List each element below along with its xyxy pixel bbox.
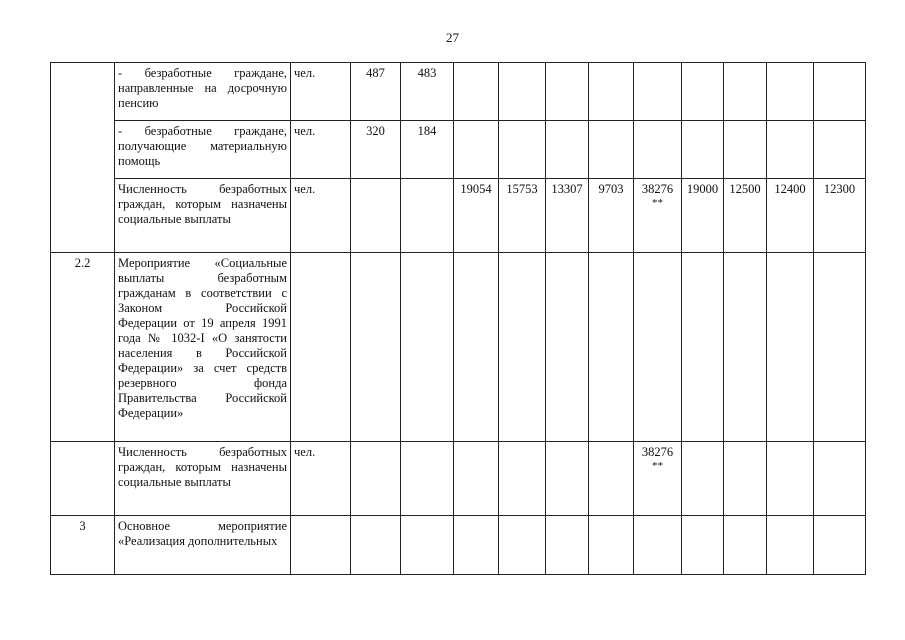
value-cell [682, 121, 724, 179]
value-cell [767, 442, 814, 516]
value-cell [724, 516, 767, 575]
value-cell [682, 442, 724, 516]
value-text: 12300 [823, 182, 856, 196]
value-cell [724, 63, 767, 121]
value-cell [454, 442, 499, 516]
value-cell [401, 63, 454, 121]
value-cell [351, 63, 401, 121]
value-cell [401, 121, 454, 179]
value-cell [724, 253, 767, 442]
value-text: 38276 [641, 445, 674, 459]
value-text: 487 [366, 66, 385, 80]
value-text: 13307 [551, 182, 583, 196]
table-row [51, 442, 866, 516]
value-cell [767, 179, 814, 253]
value-cell [546, 516, 589, 575]
table-row [51, 121, 866, 179]
value-cell [454, 63, 499, 121]
value-cell [589, 179, 634, 253]
value-cell [814, 253, 866, 442]
value-cell [589, 121, 634, 179]
row-number-cell [51, 442, 115, 516]
value-text: 15753 [506, 182, 538, 196]
value-cell [351, 516, 401, 575]
value-cell [814, 121, 866, 179]
row-number-cell: 2.2 [51, 253, 115, 442]
value-text: 483 [417, 66, 437, 80]
value-note: ** [652, 197, 663, 209]
value-cell [814, 516, 866, 575]
value-cell [454, 253, 499, 442]
unit-cell: чел. [291, 179, 351, 253]
value-cell [454, 516, 499, 575]
value-text: 19054 [460, 182, 492, 196]
value-text: 320 [366, 124, 385, 138]
value-cell [499, 63, 546, 121]
value-cell [499, 253, 546, 442]
value-note: ** [652, 460, 663, 472]
unit-cell: чел. [291, 63, 351, 121]
row-description: Основное мероприятие «Реализация дополнительных [115, 516, 291, 575]
value-cell [814, 442, 866, 516]
value-text: 184 [417, 124, 437, 138]
value-cell [634, 442, 682, 516]
table-row [51, 63, 866, 121]
value-cell [682, 179, 724, 253]
row-number-cell [51, 63, 115, 253]
value-cell [546, 121, 589, 179]
value-cell [351, 121, 401, 179]
value-cell [814, 63, 866, 121]
value-cell [546, 442, 589, 516]
value-cell [814, 179, 866, 253]
value-cell [724, 121, 767, 179]
value-cell [351, 442, 401, 516]
value-cell [634, 63, 682, 121]
value-cell [454, 121, 499, 179]
value-cell [682, 63, 724, 121]
value-cell [589, 442, 634, 516]
value-text: 19000 [686, 182, 719, 196]
value-cell [401, 253, 454, 442]
value-text: 12400 [774, 182, 806, 196]
row-description: Мероприятие «Социальные выплаты безработным гражданам в соответствии с Законом Российской Федерации от 19 апреля 1991 года № 1032-I «О занятости населения в Российской Федерации» за счет средств резервного фонда Правительства Российской Федерации» [115, 253, 291, 442]
value-cell [724, 442, 767, 516]
value-text: 9703 [598, 182, 624, 196]
value-cell [589, 63, 634, 121]
value-cell [546, 179, 589, 253]
value-cell [767, 516, 814, 575]
value-cell [767, 63, 814, 121]
value-cell [767, 253, 814, 442]
value-cell [634, 253, 682, 442]
value-cell [454, 179, 499, 253]
row-number-cell: 3 [51, 516, 115, 575]
value-text: 12500 [729, 182, 761, 196]
unit-cell: чел. [291, 121, 351, 179]
unit-cell [291, 516, 351, 575]
value-cell [682, 253, 724, 442]
value-cell [589, 253, 634, 442]
table-body [51, 63, 866, 575]
value-cell [499, 179, 546, 253]
value-cell [401, 442, 454, 516]
value-cell [634, 179, 682, 253]
value-cell [401, 516, 454, 575]
table-row [51, 516, 866, 575]
value-cell [351, 253, 401, 442]
value-cell [767, 121, 814, 179]
row-description: Численность безработных граждан, которым назначены социальные выплаты [115, 179, 291, 253]
row-description: - безработные граждане, получающие материальную помощь [115, 121, 291, 179]
table-row [51, 179, 866, 253]
value-cell [351, 179, 401, 253]
indicator-table [50, 62, 866, 575]
value-cell [546, 63, 589, 121]
row-description: Численность безработных граждан, которым назначены социальные выплаты [115, 442, 291, 516]
value-cell [724, 179, 767, 253]
page-number: 27 [446, 30, 459, 45]
value-text: 38276 [641, 182, 674, 196]
value-cell [634, 121, 682, 179]
table-row [51, 253, 866, 442]
value-cell [682, 516, 724, 575]
value-cell [589, 516, 634, 575]
value-cell [546, 253, 589, 442]
value-cell [499, 121, 546, 179]
value-cell [499, 442, 546, 516]
value-cell [634, 516, 682, 575]
value-cell [499, 516, 546, 575]
unit-cell: чел. [291, 442, 351, 516]
unit-cell [291, 253, 351, 442]
value-cell [401, 179, 454, 253]
row-description: - безработные граждане, направленные на досрочную пенсию [115, 63, 291, 121]
